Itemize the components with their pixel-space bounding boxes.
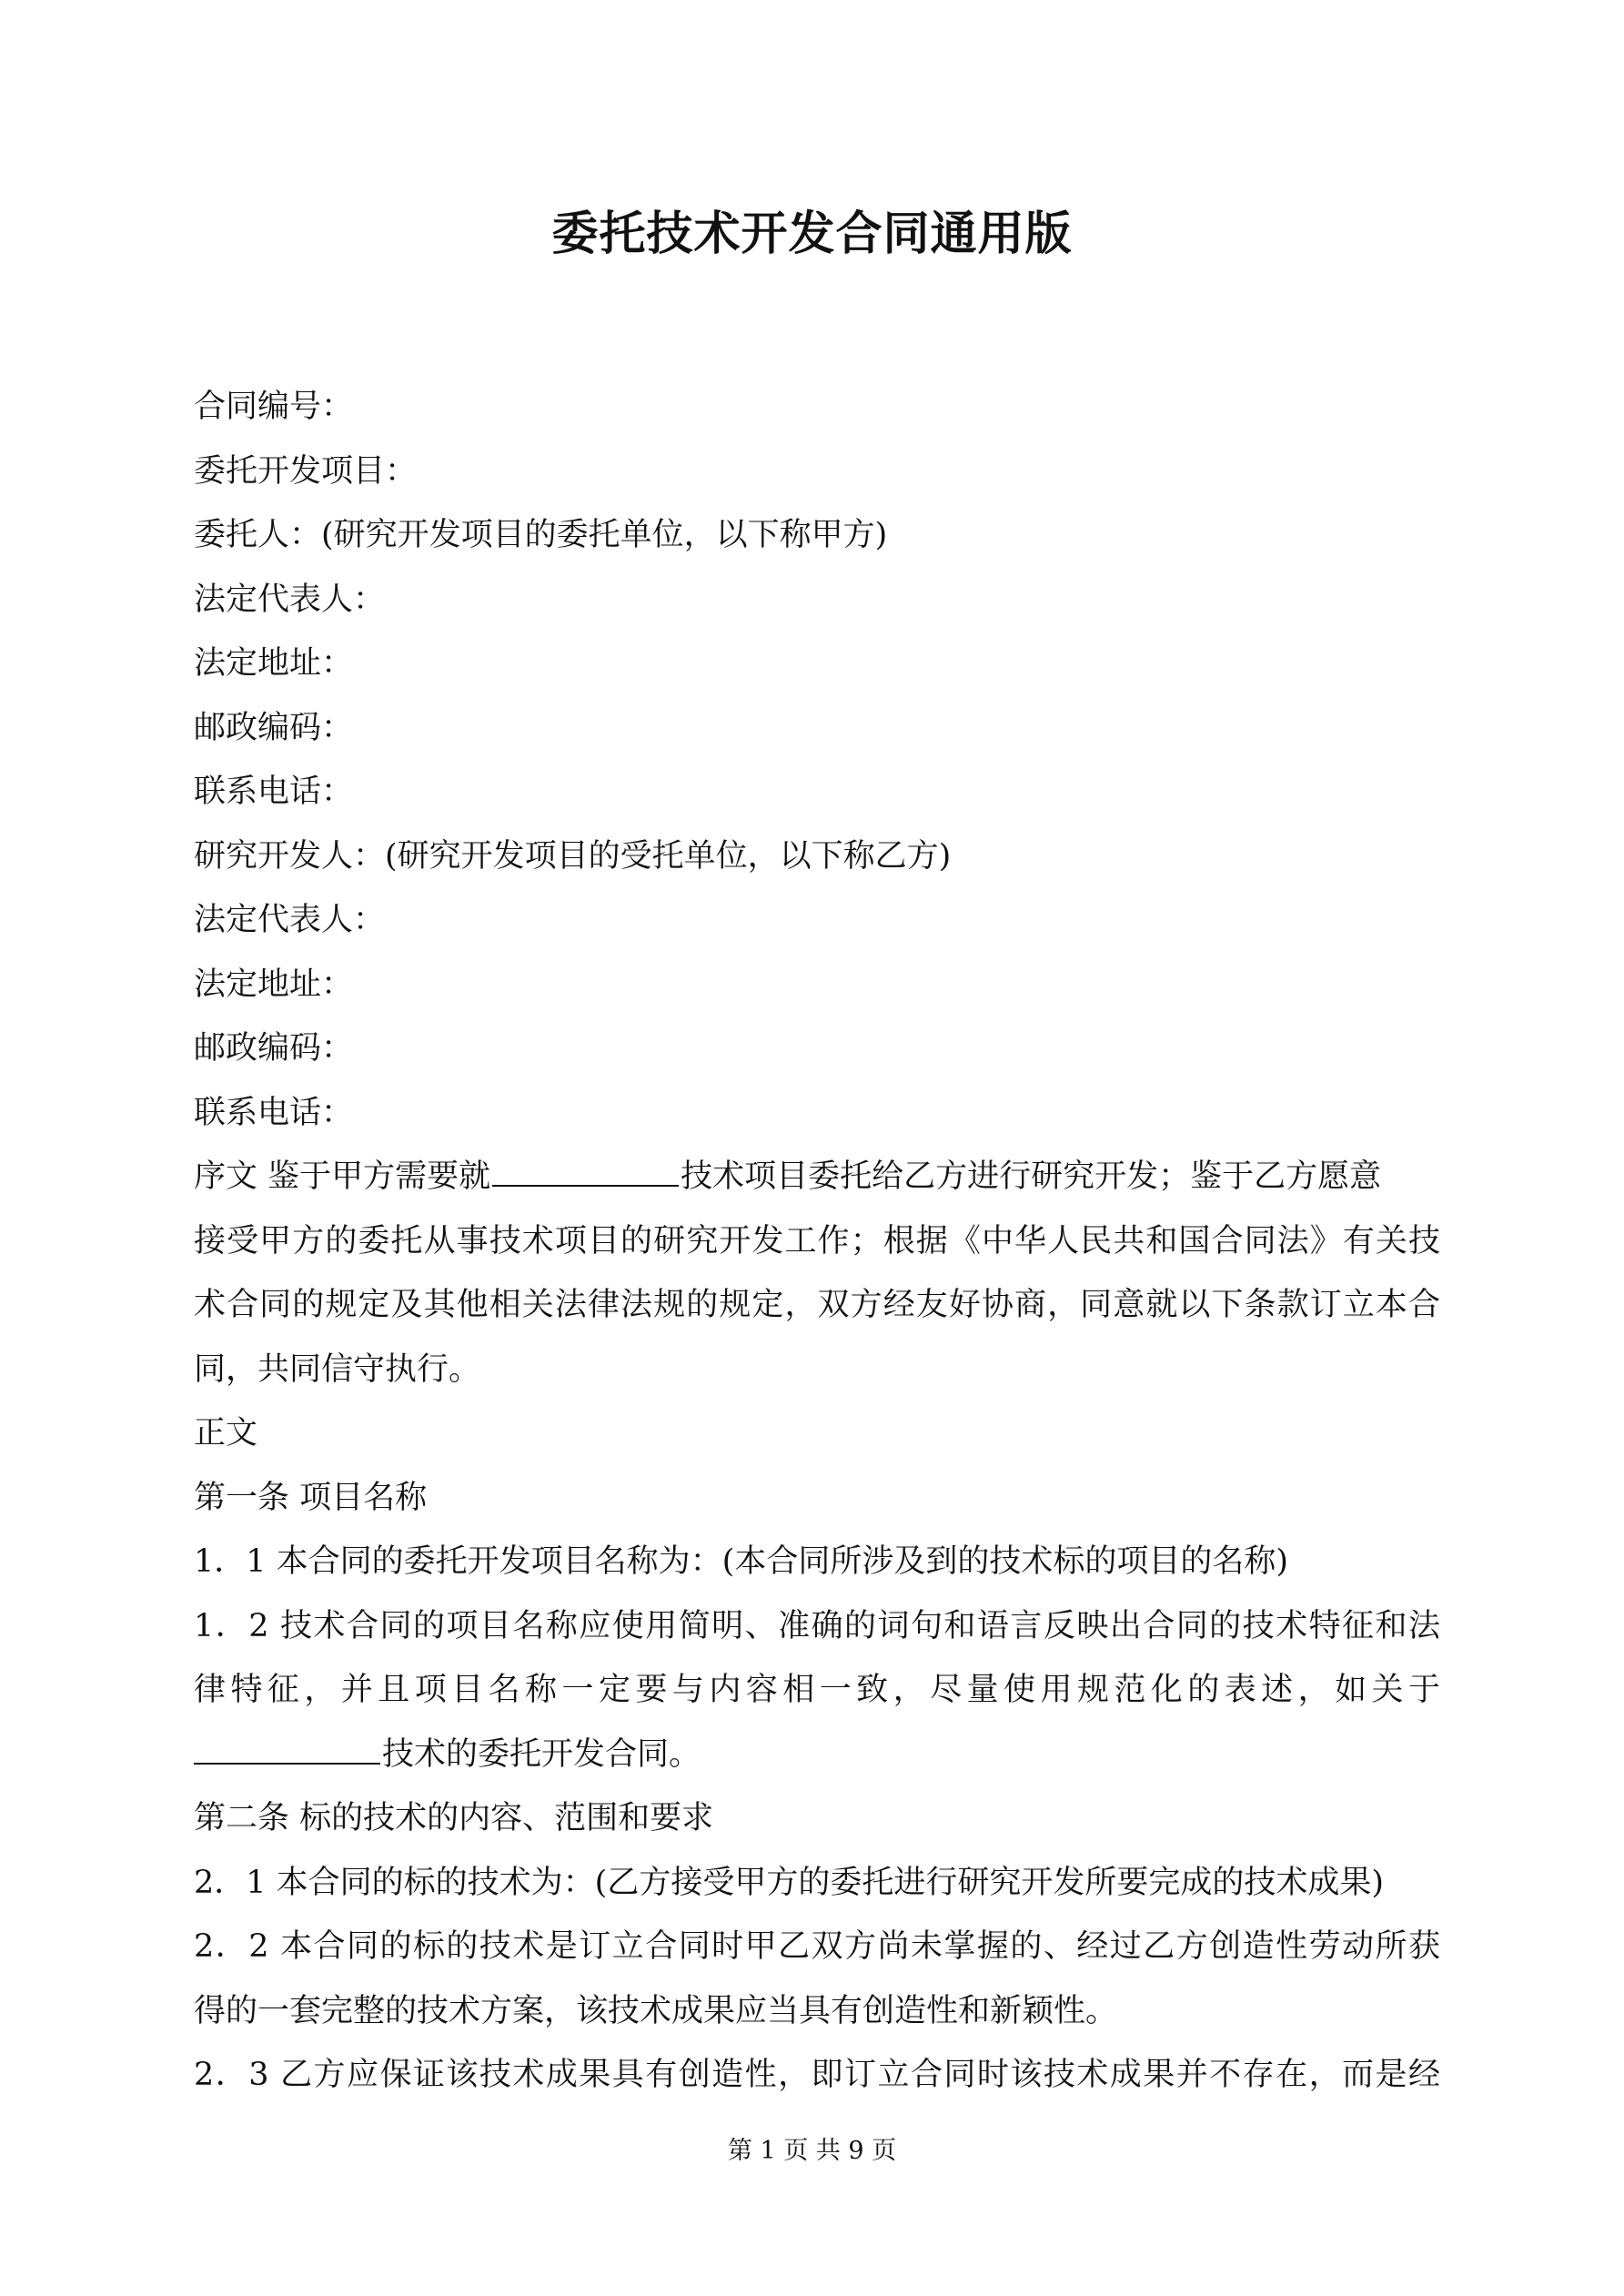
client-postcode-line: 邮政编码： (194, 709, 354, 746)
document-title: 委托技术开发合同通用版 (551, 207, 1073, 261)
clause-1-2-line-3 (194, 1723, 1440, 1787)
preamble-text-a: 序文 鉴于甲方需要就 (194, 1158, 491, 1195)
preamble-line-2: 接受甲方的委托从事技术项目的研究开发工作；根据《中华人民共和国合同法》有关技 (194, 1222, 1440, 1259)
blank-underline (492, 1152, 679, 1187)
clause-2-2-line-2: 得的一套完整的技术方案，该技术成果应当具有创造性和新颖性。 (194, 1992, 1118, 2029)
project-line: 委托开发项目： (194, 452, 418, 490)
document-body (194, 375, 1440, 2108)
blank-underline (194, 1730, 380, 1765)
main-text-heading: 正文 (194, 1415, 258, 1451)
preamble-line-4: 同，共同信守执行。 (194, 1350, 481, 1388)
clause-2-1: 2．1 本合同的标的技术为：(乙方接受甲方的委托进行研究开发所要完成的技术成果) (194, 1864, 1384, 1901)
developer-line: 研究开发人：(研究开发项目的受托单位，以下称乙方) (194, 837, 952, 875)
client-phone-line: 联系电话： (194, 774, 354, 810)
contract-number-line: 合同编号： (194, 389, 354, 425)
article-1-heading: 第一条 项目名称 (194, 1479, 428, 1516)
preamble-text-b: 技术项目委托给乙方进行研究开发；鉴于乙方愿意 (681, 1158, 1382, 1195)
client-legal-rep-line: 法定代表人： (194, 581, 386, 618)
article-2-heading: 第二条 标的技术的内容、范围和要求 (194, 1800, 714, 1836)
developer-postcode-line: 邮政编码： (194, 1030, 354, 1067)
page-footer: 第 1 页 共 9 页 (727, 2137, 897, 2165)
clause-2-3-line-1: 2．3 乙方应保证该技术成果具有创造性，即订立合同时该技术成果并不存在，而是经 (194, 2057, 1440, 2093)
developer-phone-line: 联系电话： (194, 1094, 354, 1131)
clause-1-1: 1．1 本合同的委托开发项目名称为：(本合同所涉及到的技术标的项目的名称) (194, 1543, 1288, 1580)
clause-1-2-line-2: 律特征，并且项目名称一定要与内容相一致，尽量使用规范化的表述，如关于 (194, 1672, 1440, 1708)
developer-address-line: 法定地址： (194, 966, 354, 1003)
client-address-line: 法定地址： (194, 645, 354, 682)
developer-legal-rep-line: 法定代表人： (194, 902, 386, 938)
client-line: 委托人：(研究开发项目的委托单位，以下称甲方) (194, 517, 888, 553)
clause-2-2-line-1: 2．2 本合同的标的技术是订立合同时甲乙双方尚未掌握的、经过乙方创造性劳动所获 (194, 1928, 1440, 1965)
preamble-line-1 (194, 1145, 1440, 1209)
preamble-line-3: 术合同的规定及其他相关法律法规的规定，双方经友好协商，同意就以下条款订立本合 (194, 1287, 1440, 1323)
clause-1-2-text: 技术的委托开发合同。 (382, 1735, 701, 1773)
clause-1-2-line-1: 1．2 技术合同的项目名称应使用简明、准确的词句和语言反映出合同的技术特征和法 (194, 1607, 1440, 1644)
